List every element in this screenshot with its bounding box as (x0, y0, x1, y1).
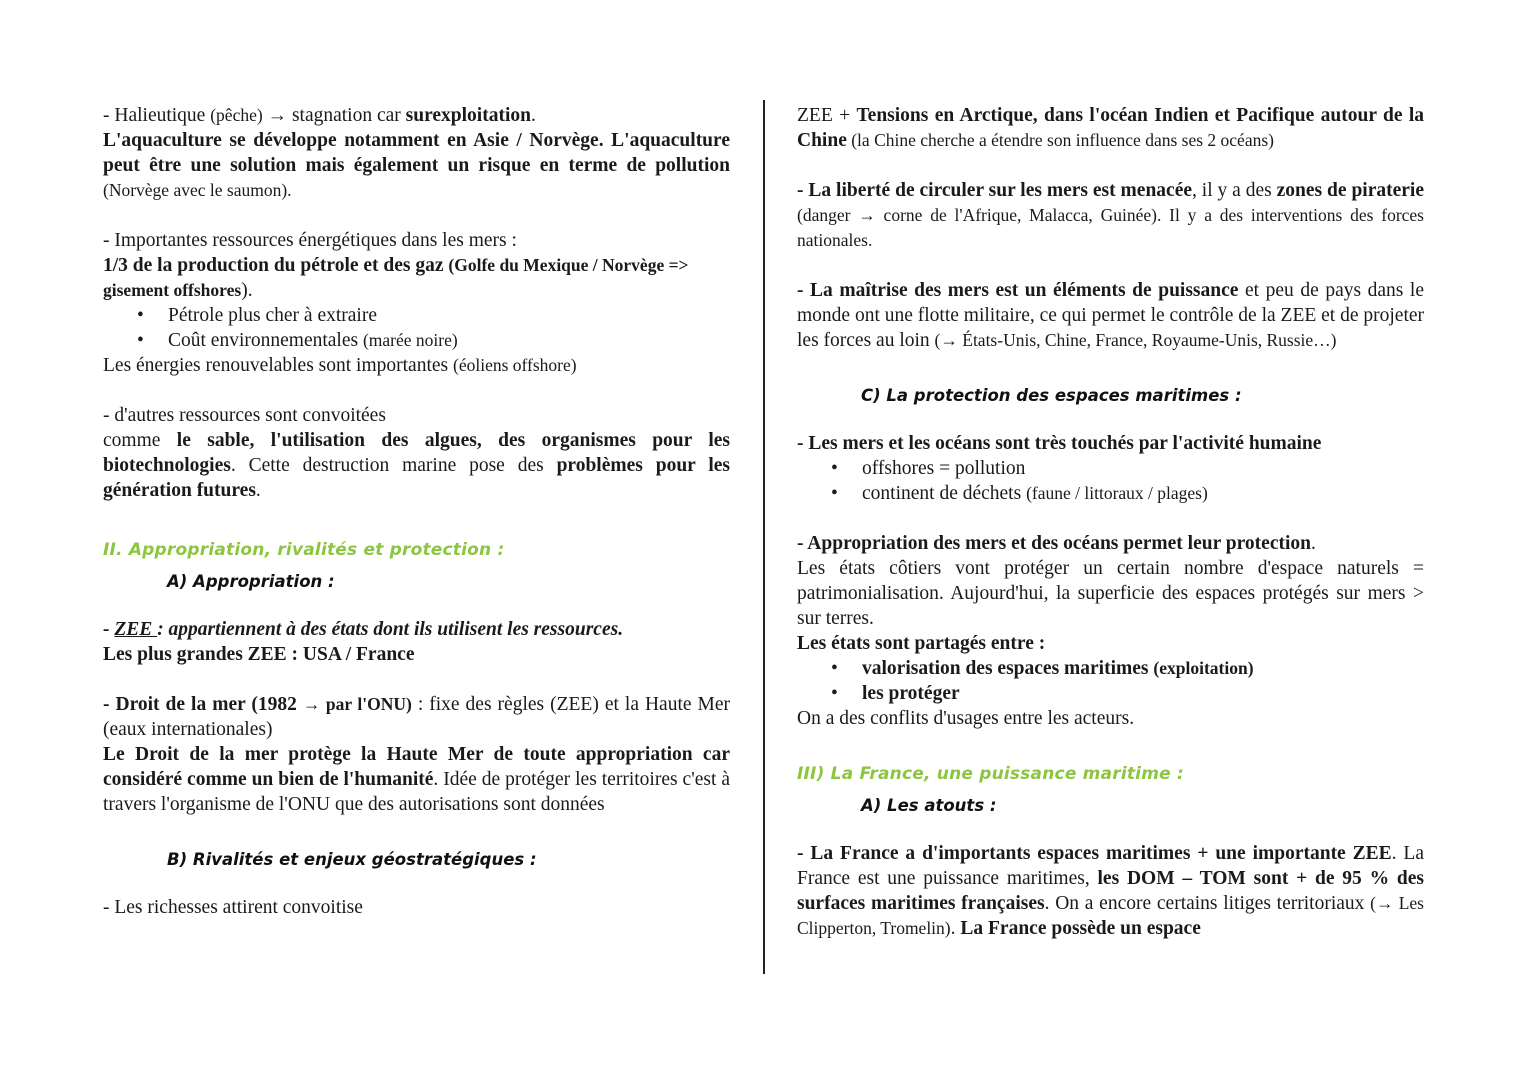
other-resources-intro: - d'autres ressources sont convoitées (103, 405, 386, 426)
activite-bullets (797, 456, 1424, 506)
maitrise-paragraph: - La maîtrise des mers est un éléments de puissance et peu de pays dans le monde ont une flotte militaire, ce qui permet le contrôle de la ZEE et de projeter les forces au loin (→ États-Unis, Chine, France, Royaume-Unis, Russie…) (797, 280, 1425, 351)
patrimonialisation-paragraph: Les états côtiers vont protéger un certain nombre d'espace naturels = patrimonialisation. Aujourd'hui, la superficie des espaces protégés sur mers > sur terres. (797, 558, 1424, 629)
section-2-title: II. Appropriation, rivalités et protection : (103, 540, 505, 560)
subsection-a-title: A) Appropriation : (167, 572, 335, 591)
etats-bullets (797, 656, 1424, 706)
zee-definition: - ZEE : appartiennent à des états dont ils utilisent les ressources. (103, 619, 624, 640)
zee-tensions: ZEE + Tensions en Arctique, dans l'océan Indien et Pacifique autour de la Chine (la Chine cherche a étendre son influence dans ses 2 océans) (797, 105, 1425, 151)
right-column (797, 103, 1424, 941)
other-resources-paragraph: comme le sable, l'utilisation des algues, des organismes pour les biotechnologies. Cette destruction marine pose des problèmes pour les génération futures. (103, 430, 730, 501)
list-item: • les protéger (797, 681, 1424, 706)
largest-zee: Les plus grandes ZEE : USA / France (103, 644, 415, 665)
haute-mer-paragraph: Le Droit de la mer protège la Haute Mer de toute appropriation car considéré comme un bien de l'humanité. Idée de protéger les territoires c'est à travers l'organisme de l'ONU que des autorisations sont données (103, 744, 731, 815)
list-item: • Pétrole plus cher à extraire (103, 303, 730, 328)
activite-humaine: - Les mers et les océans sont très touchés par l'activité humaine (797, 433, 1322, 454)
liberte-paragraph: - La liberté de circuler sur les mers est menacée, il y a des zones de piraterie (danger → corne de l'Afrique, Malacca, Guinée). Il y a des interventions des forces nationales. (797, 180, 1425, 250)
halieutique-line: - Halieutique (pêche) → stagnation car surexploitation. (103, 105, 536, 126)
france-atouts-paragraph: - La France a d'importants espaces maritimes + une importante ZEE. La France est une puissance maritimes, les DOM – TOM sont + de 95 % des surfaces maritimes françaises. On a encore certains litiges territoriaux (→ Les Clipperton, Tromelin). La France possède un espace (797, 843, 1424, 939)
etats-partages: Les états sont partagés entre : (797, 633, 1046, 654)
subsection-c-title: C) La protection des espaces maritimes : (861, 386, 1242, 405)
section-3-title: III) La France, une puissance maritime : (797, 764, 1184, 784)
droit-de-la-mer: - Droit de la mer (1982 → par l'ONU) : fixe des règles (ZEE) et la Haute Mer (eaux internationales) (103, 694, 731, 740)
list-item: • continent de déchets (faune / littoraux / plages) (797, 481, 1424, 506)
renewable-line: Les énergies renouvelables sont importantes (éoliens offshore) (103, 355, 577, 376)
subsection-a3-title: A) Les atouts : (861, 796, 997, 815)
conflits-usages: On a des conflits d'usages entre les acteurs. (797, 708, 1135, 729)
appropriation-protection: - Appropriation des mers et des océans permet leur protection. (797, 533, 1316, 554)
subsection-b-title: B) Rivalités et enjeux géostratégiques : (167, 850, 537, 869)
list-item: • Coût environnementales (marée noire) (103, 328, 730, 353)
list-item: • offshores = pollution (797, 456, 1424, 481)
list-item: • valorisation des espaces maritimes (exploitation) (797, 656, 1424, 681)
energy-production: 1/3 de la production du pétrole et des gaz (Golfe du Mexique / Norvège => gisement offshores). (103, 255, 689, 301)
left-column (103, 103, 730, 920)
column-divider (763, 100, 765, 974)
energy-bullets (103, 303, 730, 353)
aquaculture-paragraph: L'aquaculture se développe notamment en Asie / Norvège. L'aquaculture peut être une solution mais également un risque en terme de pollution (Norvège avec le saumon). (103, 130, 730, 200)
richesses-line: - Les richesses attirent convoitise (103, 897, 363, 918)
energy-intro: - Importantes ressources énergétiques dans les mers : (103, 230, 517, 251)
